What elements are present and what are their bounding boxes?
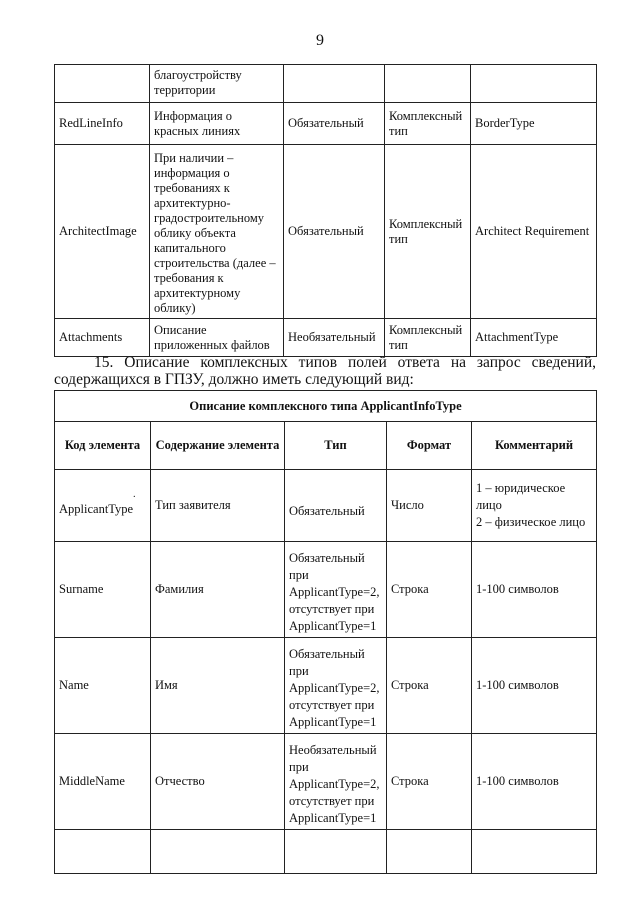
element-code-cell	[55, 830, 151, 874]
header-type: Тип	[285, 422, 387, 470]
element-type-cell: Обязательный	[285, 470, 387, 542]
header-content: Содержание элемента	[151, 422, 285, 470]
element-format-cell: Комплексный тип	[385, 145, 471, 319]
element-description-cell: благоустройству территории	[150, 65, 284, 103]
element-code-cell: Surname	[55, 542, 151, 638]
element-format-cell: Строка	[387, 638, 472, 734]
table-row	[55, 470, 597, 542]
element-format-cell: Строка	[387, 734, 472, 830]
element-type-cell: Необязательный	[284, 319, 385, 357]
paragraph-line-2: содержащихся в ГПЗУ, должно иметь следующий вид:	[54, 371, 414, 388]
scan-dot: ·	[132, 492, 136, 503]
table-caption-row	[55, 391, 597, 422]
element-code-cell: Name	[55, 638, 151, 734]
element-code-cell	[55, 470, 151, 542]
section-paragraph	[54, 354, 596, 388]
element-description-cell: При наличии – информация о требованиях к архитектурно-градостроительному облику объекта капитального строительства (далее – требования к архитектурному облику)	[150, 145, 284, 319]
comment-line: 1 – юридическое лицо	[476, 481, 566, 512]
element-format-cell	[385, 65, 471, 103]
element-format-cell: Строка	[387, 542, 472, 638]
element-type-cell: Обязательный при ApplicantType=2, отсутствует при ApplicantType=1	[285, 638, 387, 734]
element-format-cell: Число	[387, 470, 472, 542]
element-code: ApplicantType	[59, 502, 134, 516]
element-type-cell	[285, 830, 387, 874]
table-row	[55, 65, 597, 103]
header-comment: Комментарий	[472, 422, 597, 470]
element-comment-cell: 1-100 символов	[472, 638, 597, 734]
page-number: 9	[316, 32, 324, 49]
element-comment-cell	[472, 470, 597, 542]
table-row	[55, 734, 597, 830]
table-row	[55, 145, 597, 319]
paragraph-line-1: 15. Описание комплексных типов полей ответа на запрос сведений,	[94, 354, 596, 371]
element-comment-cell	[471, 65, 597, 103]
element-format-cell: Комплексный тип	[385, 319, 471, 357]
element-description-cell: Информация о красных линиях	[150, 103, 284, 145]
element-type-cell: Обязательный	[284, 103, 385, 145]
element-comment-cell: AttachmentType	[471, 319, 597, 357]
table-row	[55, 542, 597, 638]
element-content-cell: Фамилия	[151, 542, 285, 638]
table-row-empty	[55, 830, 597, 874]
comment-line: 2 – физическое лицо	[476, 515, 586, 529]
header-format: Формат	[387, 422, 472, 470]
table-row	[55, 319, 597, 357]
table-caption: Описание комплексного типа ApplicantInfoType	[55, 391, 597, 422]
table-header-row	[55, 422, 597, 470]
element-type-cell	[284, 65, 385, 103]
element-code-cell: ArchitectImage	[55, 145, 150, 319]
element-comment-cell: Architect Requirement	[471, 145, 597, 319]
element-comment-cell: 1-100 символов	[472, 542, 597, 638]
element-content-cell	[151, 830, 285, 874]
element-comment-cell: BorderType	[471, 103, 597, 145]
element-content-cell: Отчество	[151, 734, 285, 830]
element-code-cell: RedLineInfo	[55, 103, 150, 145]
table-row	[55, 638, 597, 734]
element-content-cell: Имя	[151, 638, 285, 734]
table-row	[55, 103, 597, 145]
element-type-cell: Обязательный при ApplicantType=2, отсутствует при ApplicantType=1	[285, 542, 387, 638]
element-code-cell: Attachments	[55, 319, 150, 357]
fields-table-continued	[54, 64, 597, 357]
element-code-cell	[55, 65, 150, 103]
element-format-cell	[387, 830, 472, 874]
element-type-cell: Обязательный	[284, 145, 385, 319]
element-format-cell: Комплексный тип	[385, 103, 471, 145]
element-comment-cell: 1-100 символов	[472, 734, 597, 830]
applicant-info-type-table	[54, 390, 597, 874]
header-code: Код элемента	[55, 422, 151, 470]
element-comment-cell	[472, 830, 597, 874]
element-type-cell: Необязательный при ApplicantType=2, отсутствует при ApplicantType=1	[285, 734, 387, 830]
element-code-cell: MiddleName	[55, 734, 151, 830]
element-content-cell: Тип заявителя	[151, 470, 285, 542]
element-description-cell: Описание приложенных файлов	[150, 319, 284, 357]
